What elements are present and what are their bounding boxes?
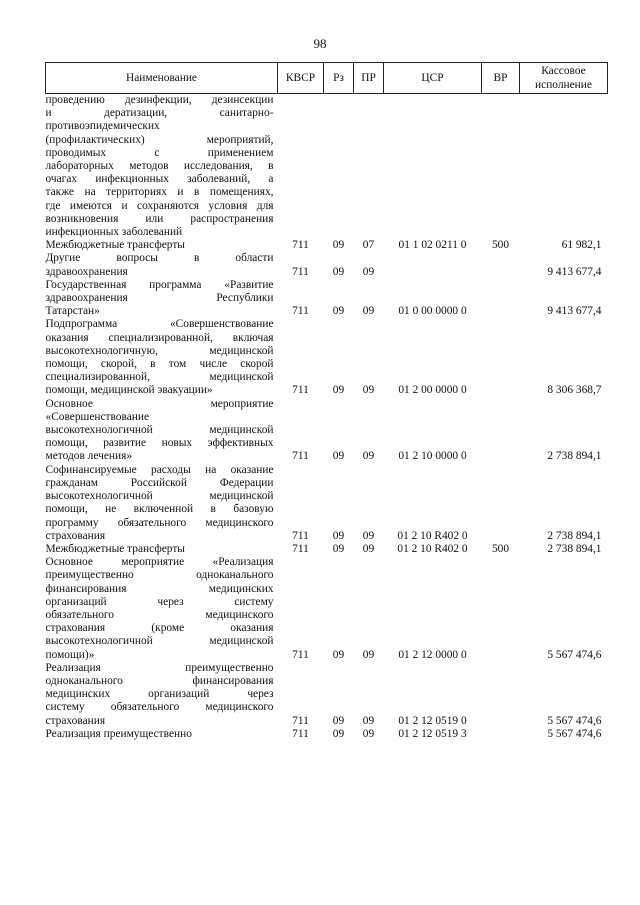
row-csr-cell: 01 2 10 R402 0 [397, 542, 468, 555]
row-vr-cell [482, 279, 520, 319]
row-rz-cell: 09 [332, 727, 345, 740]
row-name-line: помощи, медицинской эвакуации» [45, 384, 213, 397]
row-name-line: проведению дезинфекции, дезинсекции [45, 94, 274, 106]
row-rz-cell: 09 [332, 384, 345, 397]
row-pr-cell: 09 [362, 384, 375, 397]
row-pr-cell [354, 94, 384, 240]
row-name-line: здравоохранения [45, 265, 128, 278]
table-row [46, 279, 608, 319]
row-name-line: страхования [45, 714, 106, 727]
row-name-cell [46, 94, 278, 240]
row-name-line: организаций через систему [45, 595, 274, 608]
row-name-cell [46, 318, 278, 397]
row-csr-cell: 01 0 00 0000 0 [398, 305, 467, 318]
header-pr: ПР [354, 63, 384, 94]
row-pr-cell: 09 [362, 529, 375, 542]
table-row [46, 662, 608, 728]
row-name-line: Подпрограмма «Совершенствование [45, 318, 274, 331]
row-amount-cell: 9 413 677,4 [547, 305, 602, 318]
row-name-line: специализированной, медицинской [45, 371, 274, 384]
row-name-line: оказания специализированной, включая [45, 331, 274, 344]
row-csr-cell [384, 94, 482, 240]
row-kvsr-cell: 711 [292, 305, 309, 318]
row-name-cell [46, 279, 278, 319]
row-name-line: гражданам Российской Федерации [45, 476, 274, 489]
row-vr-cell [482, 318, 520, 397]
budget-table [45, 62, 608, 741]
row-name-cell [46, 728, 278, 741]
row-csr-cell [384, 252, 482, 278]
row-vr-cell [482, 252, 520, 278]
row-name-line: помощи, скорой, в том числе скорой [45, 358, 274, 371]
row-name-line: Межбюджетные трансферты [45, 239, 185, 252]
row-amount-cell: 5 567 474,6 [547, 648, 602, 661]
row-amount-cell: 8 306 368,7 [547, 384, 602, 397]
row-name-line: помощи, не включенной в базовую [45, 503, 274, 516]
row-kvsr-cell: 711 [292, 265, 309, 278]
row-name-line: систему обязательного медицинского [45, 701, 274, 714]
row-csr-cell: 01 2 12 0000 0 [398, 648, 467, 661]
row-name-line: Государственная программа «Развитие [45, 278, 274, 291]
row-vr-cell [482, 556, 520, 662]
header-kass: Кассовое исполнение [520, 63, 608, 94]
row-rz-cell: 09 [332, 529, 345, 542]
row-name-line: высокотехнологичной медицинской [45, 424, 274, 437]
row-vr-cell: 500 [491, 239, 510, 252]
row-pr-cell: 09 [362, 727, 375, 740]
row-rz-cell: 09 [332, 305, 345, 318]
row-pr-cell: 09 [362, 450, 375, 463]
row-pr-cell: 09 [362, 714, 375, 727]
table-row [46, 318, 608, 397]
row-vr-cell [482, 662, 520, 728]
row-name-line: страхования (кроме оказания [45, 622, 274, 635]
row-name-line: помощи, развитие новых эффективных [45, 437, 274, 450]
row-name-line: и дератизации, санитарно- [45, 107, 274, 120]
row-kvsr-cell: 711 [292, 450, 309, 463]
row-name-line: преимущественно одноканального [45, 569, 274, 582]
row-vr-cell [482, 464, 520, 543]
row-name-line: программу обязательного медицинского [45, 516, 274, 529]
row-rz-cell: 09 [332, 265, 345, 278]
row-kvsr-cell: 711 [292, 542, 309, 555]
row-name-line: высокотехнологичной медицинской [45, 635, 274, 648]
row-pr-cell: 09 [362, 542, 375, 555]
table-row [46, 239, 608, 252]
table-header-row [46, 63, 608, 94]
row-name-line: очагах инфекционных заболеваний, а [45, 173, 274, 186]
table-row [46, 94, 608, 240]
row-name-line: противоэпидемических [45, 120, 160, 133]
table-row [46, 464, 608, 543]
row-name-cell [46, 543, 278, 556]
row-name-cell [46, 239, 278, 252]
row-pr-cell: 09 [362, 265, 375, 278]
row-csr-cell: 01 2 12 0519 3 [398, 727, 467, 740]
header-rz: Рз [324, 63, 354, 94]
row-vr-cell [482, 728, 520, 741]
row-name-line: (профилактических) мероприятий, [45, 133, 274, 146]
row-amount-cell: 9 413 677,4 [547, 265, 602, 278]
row-name-line: одноканального финансирования [45, 674, 274, 687]
row-name-line: Основное мероприятие «Реализация [45, 556, 274, 569]
table-row [46, 543, 608, 556]
row-name-cell [46, 464, 278, 543]
row-rz-cell: 09 [332, 450, 345, 463]
row-name-line: высокотехнологичной медицинской [45, 490, 274, 503]
row-amount-cell: 2 738 894,1 [547, 450, 602, 463]
row-name-line: методов лечения» [45, 450, 133, 463]
row-name-cell [46, 662, 278, 728]
page-number: 98 [313, 36, 327, 51]
header-csr: ЦСР [384, 63, 482, 94]
row-name-line: высокотехнологичную, медицинской [45, 344, 274, 357]
header-vr: ВР [482, 63, 520, 94]
row-pr-cell: 07 [362, 239, 375, 252]
table-row [46, 398, 608, 464]
row-amount-cell: 5 567 474,6 [547, 727, 602, 740]
row-vr-cell [482, 94, 520, 240]
row-name-cell [46, 252, 278, 278]
row-name-line: где имеются и сохраняются условия для [45, 199, 274, 212]
header-kvsr: КВСР [278, 63, 324, 94]
row-rz-cell: 09 [332, 714, 345, 727]
row-amount-cell: 2 738 894,1 [547, 542, 602, 555]
row-name-line: инфекционных заболеваний [45, 226, 183, 239]
row-vr-cell [482, 398, 520, 464]
row-name-cell [46, 398, 278, 464]
row-vr-cell: 500 [491, 542, 510, 555]
row-name-line: возникновения или распространения [45, 212, 274, 225]
row-kvsr-cell: 711 [292, 384, 309, 397]
row-kvsr-cell: 711 [292, 239, 309, 252]
row-pr-cell: 09 [362, 305, 375, 318]
row-csr-cell: 01 2 00 0000 0 [398, 384, 467, 397]
row-amount-cell: 2 738 894,1 [547, 529, 602, 542]
row-rz-cell: 09 [332, 542, 345, 555]
row-amount-cell [520, 94, 608, 240]
row-rz-cell [324, 94, 354, 240]
row-name-line: Татарстан» [45, 305, 100, 318]
row-amount-cell: 5 567 474,6 [547, 714, 602, 727]
row-name-line: помощи)» [45, 648, 95, 661]
row-pr-cell: 09 [362, 648, 375, 661]
row-rz-cell: 09 [332, 239, 345, 252]
row-name-line: Основное мероприятие [45, 397, 274, 410]
row-csr-cell: 01 2 10 0000 0 [398, 450, 467, 463]
row-name-line: Реализация преимущественно [45, 727, 192, 740]
row-name-line: Другие вопросы в области [45, 252, 274, 265]
row-name-line: медицинских организаций через [45, 688, 274, 701]
row-kvsr-cell [278, 94, 324, 240]
row-csr-cell: 01 1 02 0211 0 [398, 239, 467, 252]
row-name-line: Межбюджетные трансферты [45, 542, 185, 555]
row-name-line: здравоохранения Республики [45, 292, 274, 305]
row-name-line: «Совершенствование [45, 410, 150, 423]
row-name-line: финансирования медицинских [45, 582, 274, 595]
row-name-line: Реализация преимущественно [45, 661, 274, 674]
table-row [46, 252, 608, 278]
row-kvsr-cell: 711 [292, 727, 309, 740]
row-rz-cell: 09 [332, 648, 345, 661]
table-row [46, 728, 608, 741]
row-kvsr-cell: 711 [292, 714, 309, 727]
row-name-line: лабораторных методов исследования, в [45, 160, 274, 173]
row-csr-cell: 01 2 10 R402 0 [397, 529, 468, 542]
row-name-line: обязательного медицинского [45, 608, 274, 621]
header-name: Наименование [46, 63, 278, 94]
row-csr-cell: 01 2 12 0519 0 [398, 714, 467, 727]
row-name-line: проводимых с применением [45, 146, 274, 159]
row-name-cell [46, 556, 278, 662]
row-kvsr-cell: 711 [292, 648, 309, 661]
row-name-line: страхования [45, 529, 106, 542]
row-kvsr-cell: 711 [292, 529, 309, 542]
table-row [46, 556, 608, 662]
row-amount-cell: 61 982,1 [561, 239, 602, 252]
row-name-line: также на территориях и в помещениях, [45, 186, 274, 199]
row-name-line: Софинансируемые расходы на оказание [45, 463, 274, 476]
